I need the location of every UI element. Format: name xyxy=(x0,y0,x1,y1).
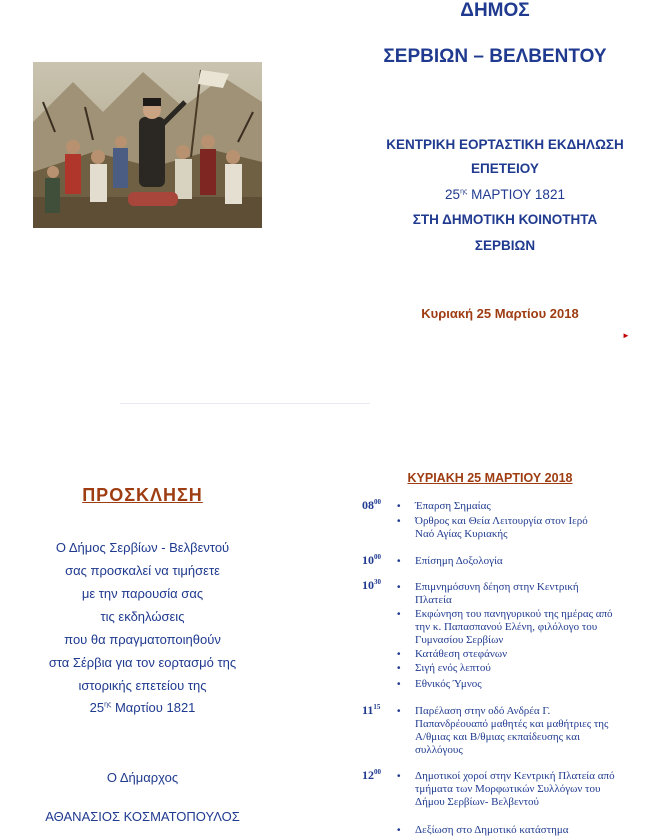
programme-item: Εκφώνηση του πανηγυρικού της ημέρας από την κ. Παπασπανού Ελένη, φιλόλογο του Γυμνασίου Σερβίων xyxy=(415,608,613,646)
divider xyxy=(120,403,370,404)
invitation-month-year: Μαρτίου 1821 xyxy=(111,700,196,715)
bullet-icon: • xyxy=(397,663,401,674)
slot-hour: 10 xyxy=(362,553,374,567)
event-date: Κυριακή 25 Μαρτίου 2018 xyxy=(421,306,579,321)
event-line-1: ΚΕΝΤΡΙΚΗ ΕΟΡΤΑΣΤΙΚΗ ΕΚΔΗΛΩΣΗ xyxy=(386,137,624,152)
invitation-line: με την παρουσία σας xyxy=(81,586,204,601)
programme-item: Έπαρση Σημαίας xyxy=(415,500,491,512)
slot-time xyxy=(362,498,390,513)
invitation-line: στα Σέρβια για τον εορτασμό της xyxy=(48,655,237,670)
event-line-2: ΕΠΕΤΕΙΟΥ xyxy=(471,161,539,176)
slot-minute: 00 xyxy=(374,768,381,776)
event-line-5: ΣΕΡΒΙΩΝ xyxy=(474,238,536,253)
event-day-number: 25 xyxy=(445,187,461,202)
event-month-year: ΜΑΡΤΙΟΥ 1821 xyxy=(467,187,565,202)
slot-time xyxy=(362,768,390,783)
invitation-day-number: 25 xyxy=(89,700,105,715)
invitation-line: σας προσκαλεί να τιμήσετε xyxy=(65,563,220,578)
slot-time xyxy=(362,553,390,568)
bullet-icon: • xyxy=(397,771,401,782)
bullet-icon: • xyxy=(397,609,401,620)
bullet-icon: • xyxy=(397,679,401,690)
event-day-suffix: ης xyxy=(460,188,468,196)
bullet-icon: • xyxy=(397,501,401,512)
slot-minute: 30 xyxy=(374,578,381,586)
signer-role: Ο Δήμαρχος xyxy=(106,770,179,785)
slot-minute: 00 xyxy=(374,553,381,561)
municipality-title-line1: ΔΗΜΟΣ xyxy=(460,0,530,21)
invitation-title: ΠΡΟΣΚΛΗΣΗ xyxy=(82,485,203,505)
bullet-icon: • xyxy=(397,706,401,717)
bullet-icon: • xyxy=(397,516,401,527)
programme-item: Σιγή ενός λεπτού xyxy=(415,662,491,674)
event-line-4: ΣΤΗ ΔΗΜΟΤΙΚΗ ΚΟΙΝΟΤΗΤΑ xyxy=(412,212,598,227)
programme-item: Δημοτικοί χοροί στην Κεντρική Πλατεία από τμήματα των Μορφωτικών Συλλόγων του Δήμου Σερβίων- Βελβεντού xyxy=(415,770,615,808)
historical-painting xyxy=(33,62,262,228)
slot-hour: 10 xyxy=(362,578,374,592)
slot-hour: 08 xyxy=(362,498,374,512)
invitation-line: τις εκδηλώσεις xyxy=(100,609,185,624)
bullet-icon: • xyxy=(397,825,401,836)
invitation-date xyxy=(20,700,265,715)
invitation-line: ιστορικής επετείου της xyxy=(78,678,207,693)
bullet-icon: • xyxy=(397,649,401,660)
programme-item: Δεξίωση στο Δημοτικό κατάστημα xyxy=(415,824,569,836)
event-line-3 xyxy=(355,187,650,202)
programme-item: Επίσημη Δοξολογία xyxy=(415,555,503,567)
slot-minute: 00 xyxy=(374,498,381,506)
slot-hour: 11 xyxy=(362,703,374,717)
bullet-icon: • xyxy=(397,582,401,593)
programme-item: Εθνικός Ύμνος xyxy=(415,678,482,690)
programme-item: Όρθρος και Θεία Λειτουργία στον Ιερό Ναό Αγίας Κυριακής xyxy=(415,515,588,540)
bullet-icon: • xyxy=(397,556,401,567)
invitation-line: Ο Δήμος Σερβίων - Βελβεντού xyxy=(55,540,230,555)
signer-name: ΑΘΑΝΑΣΙΟΣ ΚΟΣΜΑΤΟΠΟΥΛΟΣ xyxy=(45,809,240,824)
programme-heading: ΚΥΡΙΑΚΗ 25 ΜΑΡΤΙΟΥ 2018 xyxy=(407,471,573,485)
slot-minute: 15 xyxy=(373,703,381,711)
programme-item: Παρέλαση στην οδό Ανδρέα Γ. Παπανδρέουαπό μαθητές και μαθήτριες της Α/θμιας και Β/θμιας εκπαίδευσης και συλλόγους xyxy=(415,705,609,756)
invitation-line: που θα πραγματοποιηθούν xyxy=(64,632,221,647)
slot-time xyxy=(362,703,390,718)
municipality-title-line2: ΣΕΡΒΙΩΝ – ΒΕΛΒΕΝΤΟΥ xyxy=(383,46,607,67)
programme-item: Κατάθεση στεφάνων xyxy=(415,648,508,660)
red-arrow-icon: ► xyxy=(622,331,630,340)
programme-item: Επιμνημόσυνη δέηση στην Κεντρική Πλατεία xyxy=(415,581,579,606)
invitation-day-suffix: ης xyxy=(104,701,112,709)
slot-hour: 12 xyxy=(362,768,374,782)
slot-time xyxy=(362,578,390,593)
